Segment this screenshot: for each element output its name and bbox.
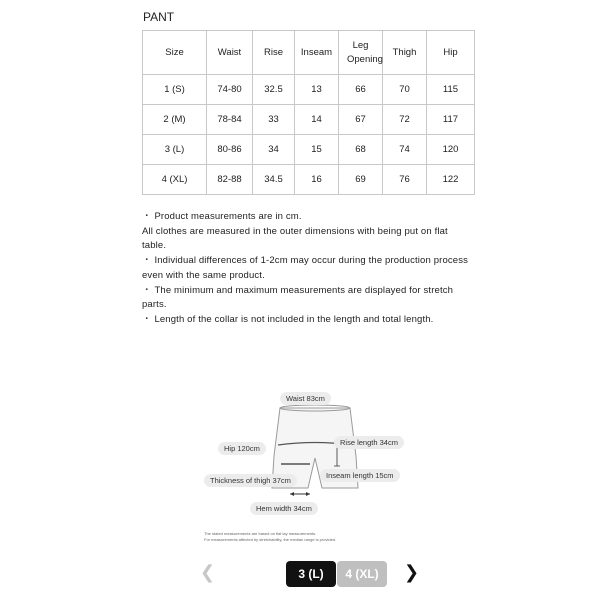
column-header: Waist xyxy=(207,31,253,75)
column-header: Size xyxy=(143,31,207,75)
section-title: PANT xyxy=(143,10,175,24)
table-cell: 69 xyxy=(339,165,383,195)
note-line: All clothes are measured in the outer dimensions with being put on flat table. xyxy=(142,225,448,252)
table-cell: 120 xyxy=(427,135,475,165)
diagram-footnote xyxy=(204,531,336,543)
table-header-row xyxy=(143,31,475,75)
table-cell: 33 xyxy=(253,105,295,135)
footnote-line: For measurements affected by stretchability, the median range is provided. xyxy=(204,537,337,542)
table-cell: 66 xyxy=(339,75,383,105)
table-cell: 82-88 xyxy=(207,165,253,195)
size-notes xyxy=(142,210,472,328)
table-cell: 74 xyxy=(383,135,427,165)
table-cell: 122 xyxy=(427,165,475,195)
table-cell: 70 xyxy=(383,75,427,105)
table-cell: 1 (S) xyxy=(143,75,207,105)
table-cell: 68 xyxy=(339,135,383,165)
table-cell: 76 xyxy=(383,165,427,195)
pants-illustration xyxy=(200,386,420,546)
table-row xyxy=(143,105,475,135)
chevron-left-icon[interactable]: ❮ xyxy=(200,562,216,582)
measurement-diagram xyxy=(200,386,420,546)
table-cell: 115 xyxy=(427,75,475,105)
footnote-line: The stated measurements are based on flat lay measurements. xyxy=(204,531,317,536)
hem-label: Hem width 34cm xyxy=(250,502,318,515)
table-cell: 67 xyxy=(339,105,383,135)
size-table xyxy=(142,30,475,195)
note-line: ・ Product measurements are in cm. xyxy=(142,211,302,222)
table-cell: 34 xyxy=(253,135,295,165)
rise-label: Rise length 34cm xyxy=(334,436,404,449)
table-cell: 3 (L) xyxy=(143,135,207,165)
table-row xyxy=(143,165,475,195)
table-cell: 80-86 xyxy=(207,135,253,165)
column-header: Rise xyxy=(253,31,295,75)
note-line: ・ The minimum and maximum measurements are displayed for stretch parts. xyxy=(142,284,454,311)
table-cell: 74-80 xyxy=(207,75,253,105)
hip-label: Hip 120cm xyxy=(218,442,266,455)
table-cell: 32.5 xyxy=(253,75,295,105)
table-cell: 16 xyxy=(295,165,339,195)
note-line: ・ Individual differences of 1-2cm may occur during the production process even with the same product. xyxy=(142,255,469,281)
table-cell: 34.5 xyxy=(253,165,295,195)
column-header: Inseam xyxy=(295,31,339,75)
table-cell: 15 xyxy=(295,135,339,165)
table-row xyxy=(143,75,475,105)
table-cell: 72 xyxy=(383,105,427,135)
waist-label: Waist 83cm xyxy=(280,392,331,405)
size-pager xyxy=(0,560,600,590)
thigh-label: Thickness of thigh 37cm xyxy=(204,474,297,487)
table-cell: 2 (M) xyxy=(143,105,207,135)
size-button-next[interactable]: 4 (XL) xyxy=(337,561,387,587)
table-cell: 4 (XL) xyxy=(143,165,207,195)
table-cell: 117 xyxy=(427,105,475,135)
column-header: Thigh xyxy=(383,31,427,75)
table-cell: 13 xyxy=(295,75,339,105)
chevron-right-icon[interactable]: ❯ xyxy=(404,562,420,582)
column-header: Leg Opening xyxy=(339,31,383,75)
size-button-current[interactable]: 3 (L) xyxy=(286,561,336,587)
note-line: ・ Length of the collar is not included in the length and total length. xyxy=(142,313,434,325)
table-cell: 78-84 xyxy=(207,105,253,135)
table-cell: 14 xyxy=(295,105,339,135)
table-row xyxy=(143,135,475,165)
column-header: Hip xyxy=(427,31,475,75)
inseam-label: Inseam length 15cm xyxy=(320,469,400,482)
